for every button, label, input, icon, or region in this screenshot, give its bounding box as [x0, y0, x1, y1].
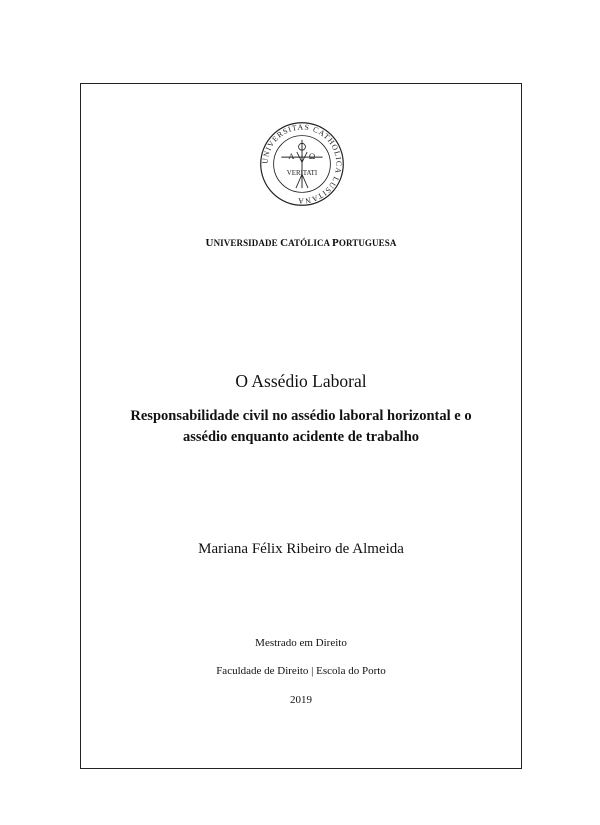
university-cap-3: P: [332, 237, 339, 249]
university-name: [80, 237, 522, 249]
thesis-subtitle: [80, 406, 522, 448]
subtitle-line-1: Responsabilidade civil no assédio laboral horizontal e o: [130, 408, 472, 424]
university-rest-1: NIVERSIDADE: [213, 238, 278, 248]
university-cap-2: C: [280, 237, 289, 249]
university-cap-1: U: [205, 237, 214, 249]
author-name: Mariana Félix Ribeiro de Almeida: [198, 541, 404, 557]
thesis-title: O Assédio Laboral: [235, 371, 367, 391]
publication-year: 2019: [290, 694, 312, 706]
university-rest-2: ATÓLICA: [288, 238, 330, 248]
seal-ring-text: UNIVERSITAS CATHOLICA LUSITANA: [260, 122, 344, 206]
university-rest-3: ORTUGUESA: [338, 238, 397, 248]
degree-name: Mestrado em Direito: [255, 637, 347, 649]
seal-alpha: Α: [288, 150, 295, 161]
seal-omega: Ω: [308, 150, 316, 161]
seal-motto: VERITATI: [286, 170, 318, 178]
subtitle-line-2: assédio enquanto acidente de trabalho: [182, 429, 420, 445]
faculty-name: Faculdade de Direito | Escola do Porto: [216, 665, 386, 677]
university-seal: [259, 121, 345, 207]
